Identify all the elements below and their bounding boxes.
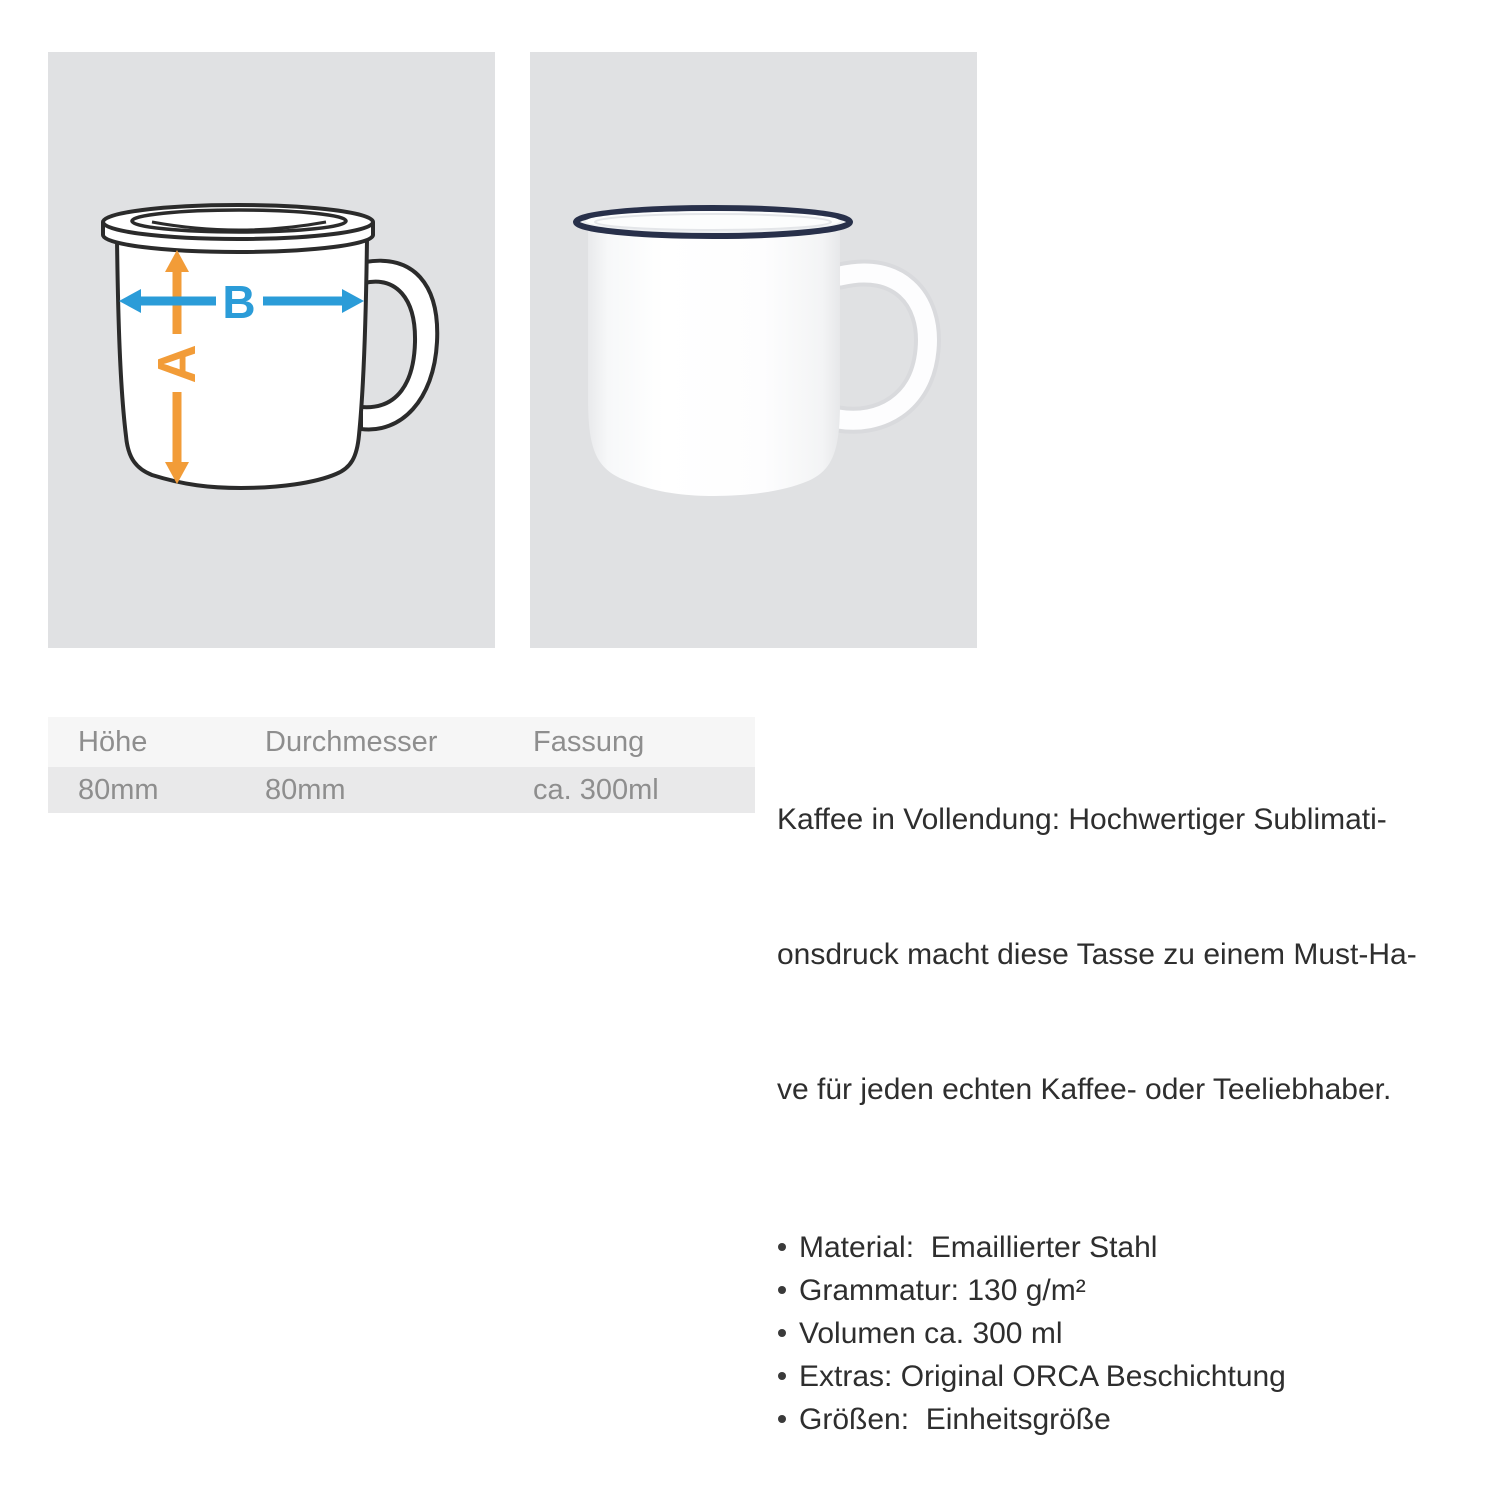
feature-item-volumen: Volumen ca. 300 ml <box>777 1312 1477 1355</box>
mug-size-diagram <box>48 52 495 648</box>
size-table-header-durchmesser: Durchmesser <box>265 725 438 758</box>
feature-item-extras: Extras: Original ORCA Beschichtung <box>777 1355 1477 1398</box>
photo-mug-body <box>588 228 840 496</box>
feature-item-grammatur: Grammatur: 130 g/m² <box>777 1269 1477 1312</box>
size-value-durchmesser: 80mm <box>265 773 346 806</box>
size-value-hoehe: 80mm <box>78 773 159 806</box>
mug-handle-outline <box>361 261 437 430</box>
dimension-label-b: B <box>222 276 256 328</box>
size-diagram-panel <box>48 52 495 648</box>
size-table-header-hoehe: Höhe <box>78 725 148 758</box>
description-line-1: Kaffee in Vollendung: Hochwertiger Sublimati- <box>777 803 1387 836</box>
mug-photo <box>530 52 977 648</box>
description-line-2: onsdruck macht diese Tasse zu einem Must-Ha- <box>777 938 1417 971</box>
description-line-3: ve für jeden echten Kaffee- oder Teeliebhaber. <box>777 1073 1392 1106</box>
feature-item-material: Material: Emaillierter Stahl <box>777 1226 1477 1269</box>
size-table-header-fassung: Fassung <box>533 725 645 758</box>
photo-mug-handle <box>838 273 927 420</box>
size-value-fassung: ca. 300ml <box>533 773 659 806</box>
feature-list <box>777 1226 1477 1441</box>
feature-item-groessen: Größen: Einheitsgröße <box>777 1398 1477 1441</box>
size-table <box>48 717 755 813</box>
dimension-label-a: A <box>147 344 207 384</box>
product-photo-panel <box>530 52 977 648</box>
size-table-value-row <box>48 767 755 813</box>
size-table-header-row <box>48 717 755 767</box>
product-description <box>777 707 1477 1441</box>
description-paragraph <box>777 707 1477 1202</box>
